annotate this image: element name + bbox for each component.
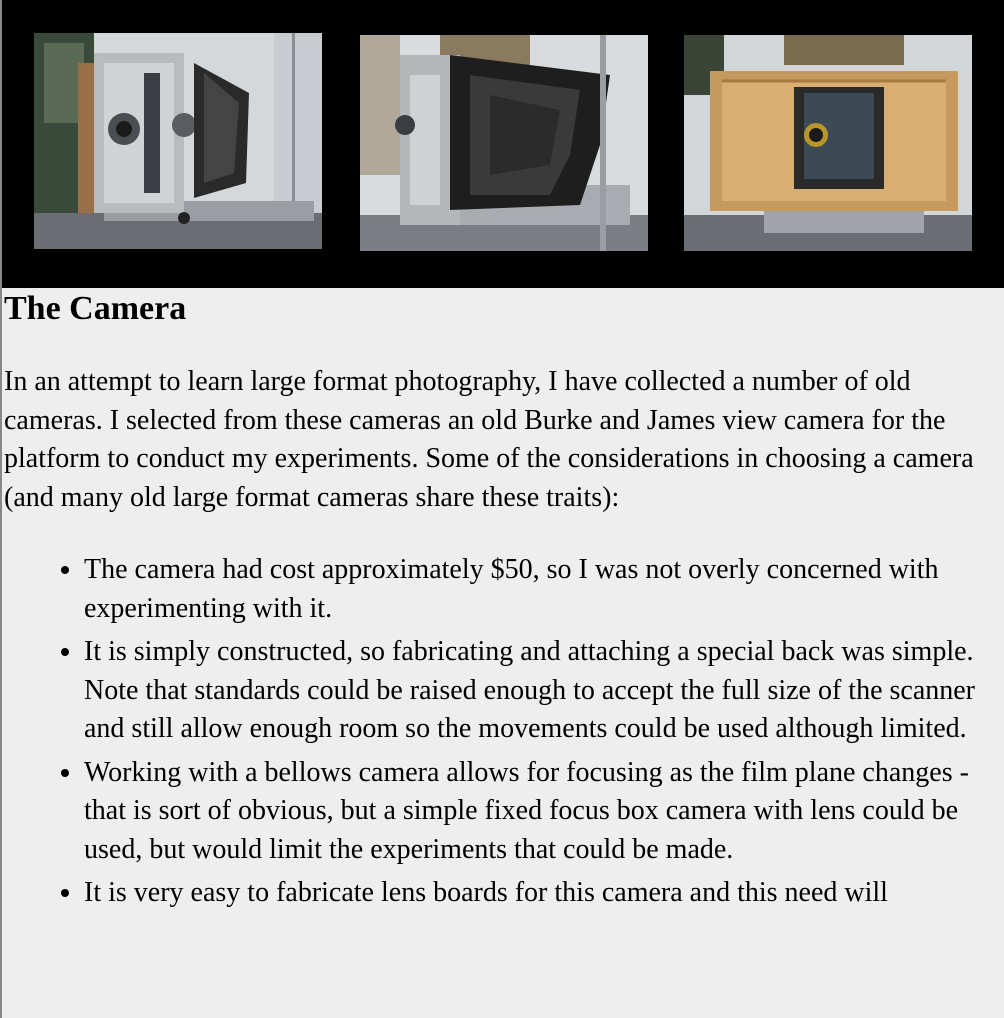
list-item: • It is simply constructed, so fabricating and attaching a special back was simple. Note that standards could be raised enough to accept the full size of the scanner and still allow enough room so the movements could be used although limited.	[84, 633, 1004, 749]
camera-front-photo	[34, 33, 322, 249]
list-item: • It is very easy to fabricate lens boards for this camera and this need will	[84, 874, 1004, 913]
camera-bellows-photo	[360, 35, 648, 251]
article	[2, 288, 1004, 913]
considerations-list	[4, 551, 1004, 913]
list-item: • The camera had cost approximately $50, so I was not overly concerned with experimenting with it.	[84, 551, 1004, 628]
camera-scanner-back-image	[684, 35, 972, 251]
page-title: The Camera	[4, 290, 187, 327]
camera-bellows-image	[360, 35, 648, 251]
intro-paragraph: In an attempt to learn large format photography, I have collected a number of old cameras. I selected from these cameras an old Burke and James view camera for the platform to conduct my experiments. Some of the considerations in choosing a camera (and many old large format cameras share these traits):	[4, 366, 974, 513]
list-item: • Working with a bellows camera allows for focusing as the film plane changes - that is sort of obvious, but a simple fixed focus box camera with lens could be used, but would limit the experiments that could be made.	[84, 754, 1004, 870]
photo-strip	[2, 0, 1004, 288]
camera-front-image	[34, 33, 322, 249]
camera-scanner-back-photo	[684, 35, 972, 251]
